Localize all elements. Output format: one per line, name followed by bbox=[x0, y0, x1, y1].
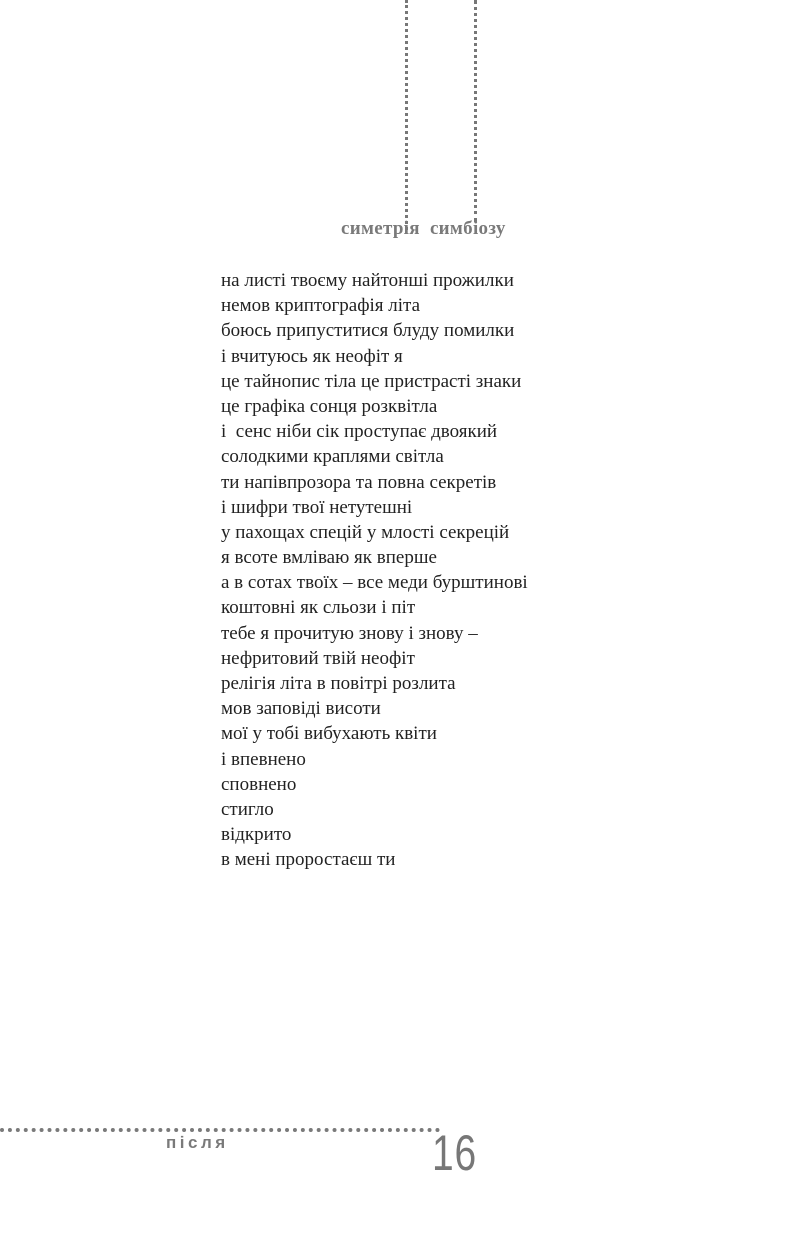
poem-line: і вчитуюсь як неофіт я bbox=[221, 345, 403, 367]
poem-line: я всоте вмліваю як вперше bbox=[221, 547, 437, 569]
poem-line: солодкими краплями світла bbox=[221, 446, 444, 468]
poem-line: тебе я прочитую знову і знову – bbox=[221, 622, 478, 644]
poem-line: мов заповіді висоти bbox=[221, 698, 381, 720]
poem-line: у пахощах спецій у млості секрецій bbox=[221, 521, 510, 543]
poem-line: це тайнопис тіла це пристрасті знаки bbox=[221, 370, 522, 392]
poem-line: відкрито bbox=[221, 824, 292, 846]
footer-dotted-rule bbox=[0, 1128, 440, 1132]
poem-line: і сенс ніби сік проступає двоякий bbox=[221, 421, 498, 443]
poem-line: нефритовий твій неофіт bbox=[221, 647, 415, 669]
poem-line: це графіка сонця розквітла bbox=[221, 395, 438, 417]
poem-line: стигло bbox=[221, 798, 274, 820]
poem-line: в мені проростаєш ти bbox=[221, 849, 396, 871]
page-number: 16 bbox=[432, 1125, 477, 1181]
poem-line: коштовні як сльози і піт bbox=[221, 597, 416, 619]
poem-line: боюсь припуститися блуду помилки bbox=[221, 320, 515, 342]
poem-line: а в сотах твоїх – все меди бурштинові bbox=[221, 572, 528, 594]
poem-line: сповнено bbox=[221, 773, 297, 795]
poem-line: і впевнено bbox=[221, 748, 306, 770]
poem-line: немов криптографія літа bbox=[221, 295, 420, 317]
poem-line: мої у тобі вибухають квіти bbox=[221, 723, 437, 745]
poem-line: ти напівпрозора та повна секретів bbox=[221, 471, 497, 493]
running-head: після bbox=[166, 1133, 229, 1152]
poem-line: релігія літа в повітрі розлита bbox=[221, 673, 456, 694]
poem-line: і шифри твої нетутешні bbox=[221, 496, 413, 518]
poem-line: на листі твоєму найтонші прожилки bbox=[221, 270, 514, 291]
poem-title: симетрія симбіозу bbox=[341, 218, 506, 239]
decorative-dotted-line-left bbox=[405, 0, 408, 230]
decorative-dotted-line-right bbox=[474, 0, 477, 222]
poem-body bbox=[221, 268, 528, 873]
